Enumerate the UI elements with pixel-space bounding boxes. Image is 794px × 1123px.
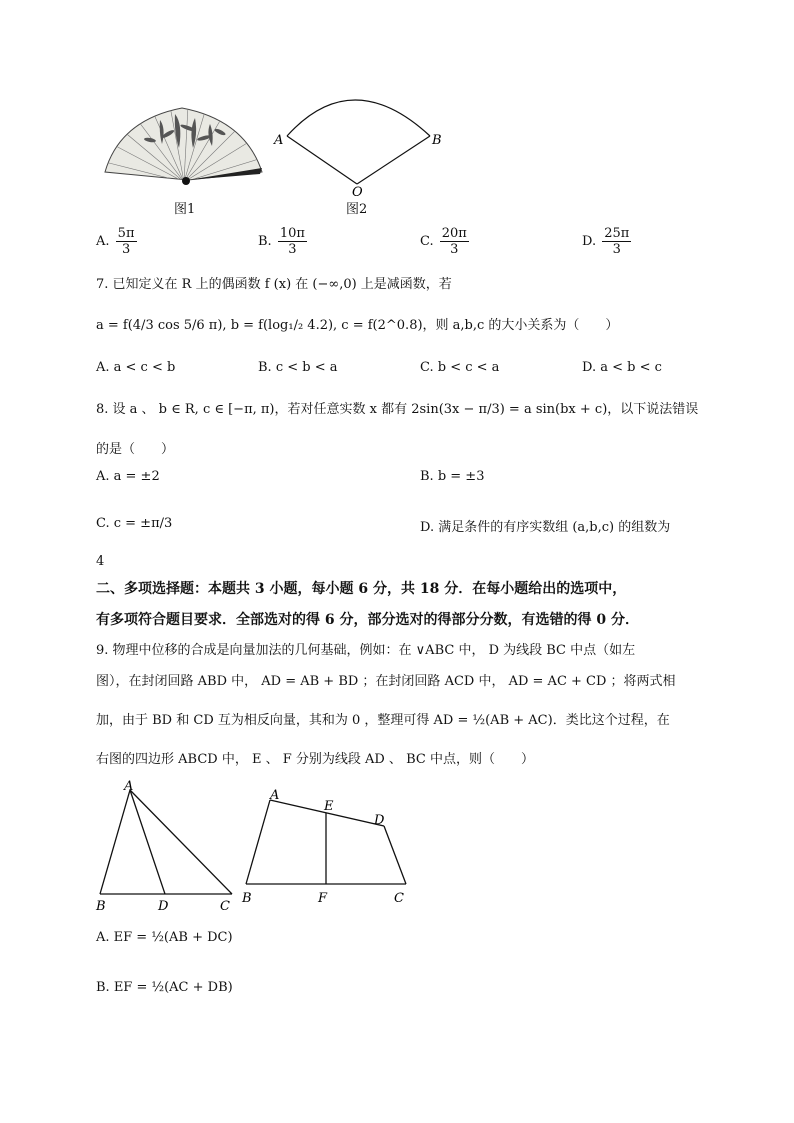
q7-stem: 7. 已知定义在 R 上的偶函数 f (x) 在 (−∞,0) 上是减函数，若 — [96, 277, 452, 292]
q7-option-d: D. a < b < c — [582, 360, 662, 375]
q6-option-a: A. $\frac{5\pi}{3}$ — [96, 226, 135, 257]
q9-line4: 右图的四边形 ABCD 中， E 、 F 分别为线段 AD 、 BC 中点，则（ ） — [96, 752, 534, 767]
q9-line2: 图），在封闭回路 ABD 中， AD = AB + BD ；在封闭回路 ACD 中， AD = AC + CD ；将两式相 — [96, 674, 676, 689]
q8-option-d-continuation: 4 — [96, 554, 105, 569]
quadrilateral-diagram — [238, 784, 410, 908]
q6-option-c: C. $\frac{20\pi}{3}$ — [420, 226, 467, 257]
q7-option-b: B. c < b < a — [258, 360, 338, 375]
quad-label-d: D — [374, 813, 385, 828]
q8-option-c: C. c = ±π/3 — [96, 516, 173, 531]
q9-option-b: B. EF = ½(AC + DB) — [96, 980, 233, 995]
triangle-label-b: B — [96, 899, 106, 912]
q8-option-b: B. b = ±3 — [420, 469, 485, 484]
q6-option-d: D. $\frac{25\pi}{3}$ — [582, 226, 630, 257]
q9-line3: 加，由于 BD 和 CD 互为相反向量，其和为 0 ，整理可得 AD = ½(AB + AC)．类比这个过程，在 — [96, 713, 670, 728]
triangle-label-d: D — [158, 899, 169, 912]
fan-image — [100, 100, 265, 190]
q8-option-d: D. 满足条件的有序实数组 (a,b,c) 的组数为 — [420, 520, 671, 535]
section2-heading-line2: 有多项符合题目要求．全部选对的得 6 分，部分选对的得部分分数，有选错的得 0 分． — [96, 612, 639, 628]
q8-stem-line1: 8. 设 a 、 b ∈ R, c ∈ [−π, π)，若对任意实数 x 都有 2sin(3x − π/3) = a sin(bx + c)，以下说法错误 — [96, 402, 699, 417]
q9-option-a: A. EF = ½(AB + DC) — [96, 930, 233, 945]
quad-label-c: C — [394, 891, 404, 906]
quad-label-e: E — [324, 799, 334, 814]
q8-stem-line2: 的是（ ） — [96, 442, 175, 457]
section2-heading-line1: 二、多项选择题：本题共 3 小题，每小题 6 分，共 18 分．在每小题给出的选项中， — [96, 581, 627, 597]
q9-line1: 9. 物理中位移的合成是向量加法的几何基础，例如：在 ∨ABC 中， D 为线段 BC 中点（如左 — [96, 643, 636, 658]
fig2-caption: 图2 — [346, 202, 368, 217]
triangle-label-a: A — [124, 779, 134, 794]
point-b-label: B — [432, 133, 442, 148]
q8-option-a: A. a = ±2 — [96, 469, 160, 484]
q7-option-a: A. a < c < b — [96, 360, 176, 375]
q7-formula: a = f(4/3 cos 5/6 π), b = f(log₁/₂ 4.2), c = f(2^0.8)，则 a,b,c 的大小关系为（ ） — [96, 318, 619, 333]
triangle-label-c: C — [220, 899, 230, 912]
quad-label-a: A — [270, 788, 280, 803]
q7-option-c: C. b < c < a — [420, 360, 500, 375]
triangle-diagram — [92, 778, 242, 912]
point-o-label: O — [352, 185, 363, 196]
fig1-caption: 图1 — [174, 202, 196, 217]
q6-option-b: B. $\frac{10\pi}{3}$ — [258, 226, 305, 257]
point-a-label: A — [274, 133, 284, 148]
sector-diagram — [268, 88, 448, 196]
quad-label-f: F — [318, 891, 328, 906]
quad-label-b: B — [242, 891, 252, 906]
folding-fan-illustration — [100, 100, 265, 190]
